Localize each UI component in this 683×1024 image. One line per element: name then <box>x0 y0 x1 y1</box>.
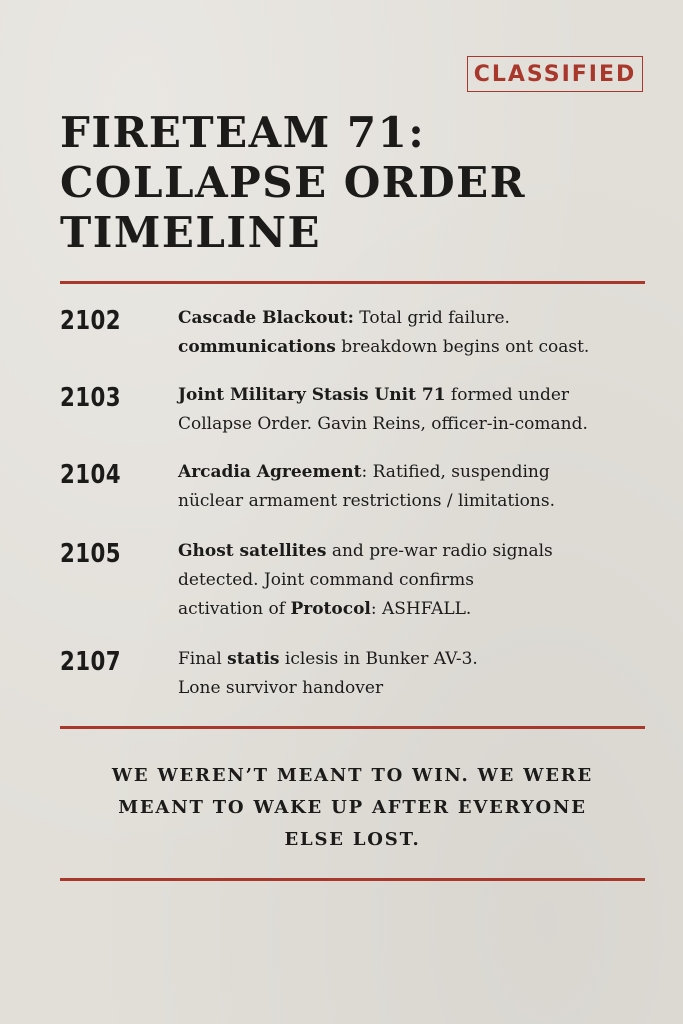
page-title <box>60 108 640 258</box>
title-line-3: TIMELINE <box>60 208 321 257</box>
description-line <box>178 381 648 410</box>
emphasis-text: Arcadia Agreement <box>178 462 362 482</box>
emphasis-text: Ghost satellites <box>178 541 327 561</box>
timeline-description <box>178 537 648 624</box>
description-line <box>178 304 648 333</box>
body-text: : ASHFALL. <box>370 599 472 619</box>
body-text: Lone survivor handover <box>178 678 384 698</box>
timeline-description <box>178 304 648 362</box>
body-text: : Ratified, suspending <box>361 462 550 482</box>
classified-stamp: CLASSIFIED <box>467 56 643 92</box>
description-line <box>178 645 648 674</box>
timeline-year: 2103 <box>60 383 121 413</box>
body-text: Final <box>178 649 228 669</box>
description-line <box>178 410 648 439</box>
divider-bottom <box>60 878 645 881</box>
emphasis-text: Protocol <box>290 599 371 619</box>
description-line <box>178 595 648 624</box>
divider-top <box>60 281 645 284</box>
timeline-year: 2105 <box>60 539 121 569</box>
description-line <box>178 674 648 703</box>
title-line-2: COLLAPSE ORDER <box>60 158 527 207</box>
body-text: Total grid failure. <box>353 308 510 328</box>
body-text: and pre-war radio signals <box>326 541 553 561</box>
description-line <box>178 458 648 487</box>
description-line <box>178 537 648 566</box>
emphasis-text: Cascade Blackout: <box>178 308 354 328</box>
timeline-year: 2104 <box>60 460 121 490</box>
body-text: Collapse Order. Gavin Reins, officer-in-comand. <box>178 414 588 434</box>
quote-line-3: ELSE LOST. <box>284 829 421 850</box>
body-text: detected. Joint command confirms <box>178 570 474 590</box>
quote-line-1: WE WEREN’T MEANT TO WIN. WE WERE <box>111 765 594 786</box>
body-text: breakdown begins ont coast. <box>335 337 590 357</box>
body-text: formed under <box>445 385 570 405</box>
description-line <box>178 566 648 595</box>
emphasis-text: statis <box>227 649 280 669</box>
timeline-description <box>178 381 648 439</box>
title-line-1: FIRETEAM 71: <box>60 108 426 157</box>
description-line <box>178 333 648 362</box>
divider-middle <box>60 726 645 729</box>
emphasis-text: communications <box>178 337 336 357</box>
timeline-description <box>178 645 648 703</box>
closing-quote <box>60 760 645 856</box>
quote-line-2: MEANT TO WAKE UP AFTER EVERYONE <box>118 797 587 818</box>
body-text: activation of <box>178 599 291 619</box>
timeline-year: 2102 <box>60 306 121 336</box>
description-line <box>178 487 648 516</box>
body-text: nüclear armament restrictions / limitations. <box>178 491 555 511</box>
emphasis-text: Joint Military Stasis Unit 71 <box>178 385 446 405</box>
timeline-description <box>178 458 648 516</box>
timeline-year: 2107 <box>60 647 121 677</box>
body-text: iclesis in Bunker AV-3. <box>279 649 478 669</box>
